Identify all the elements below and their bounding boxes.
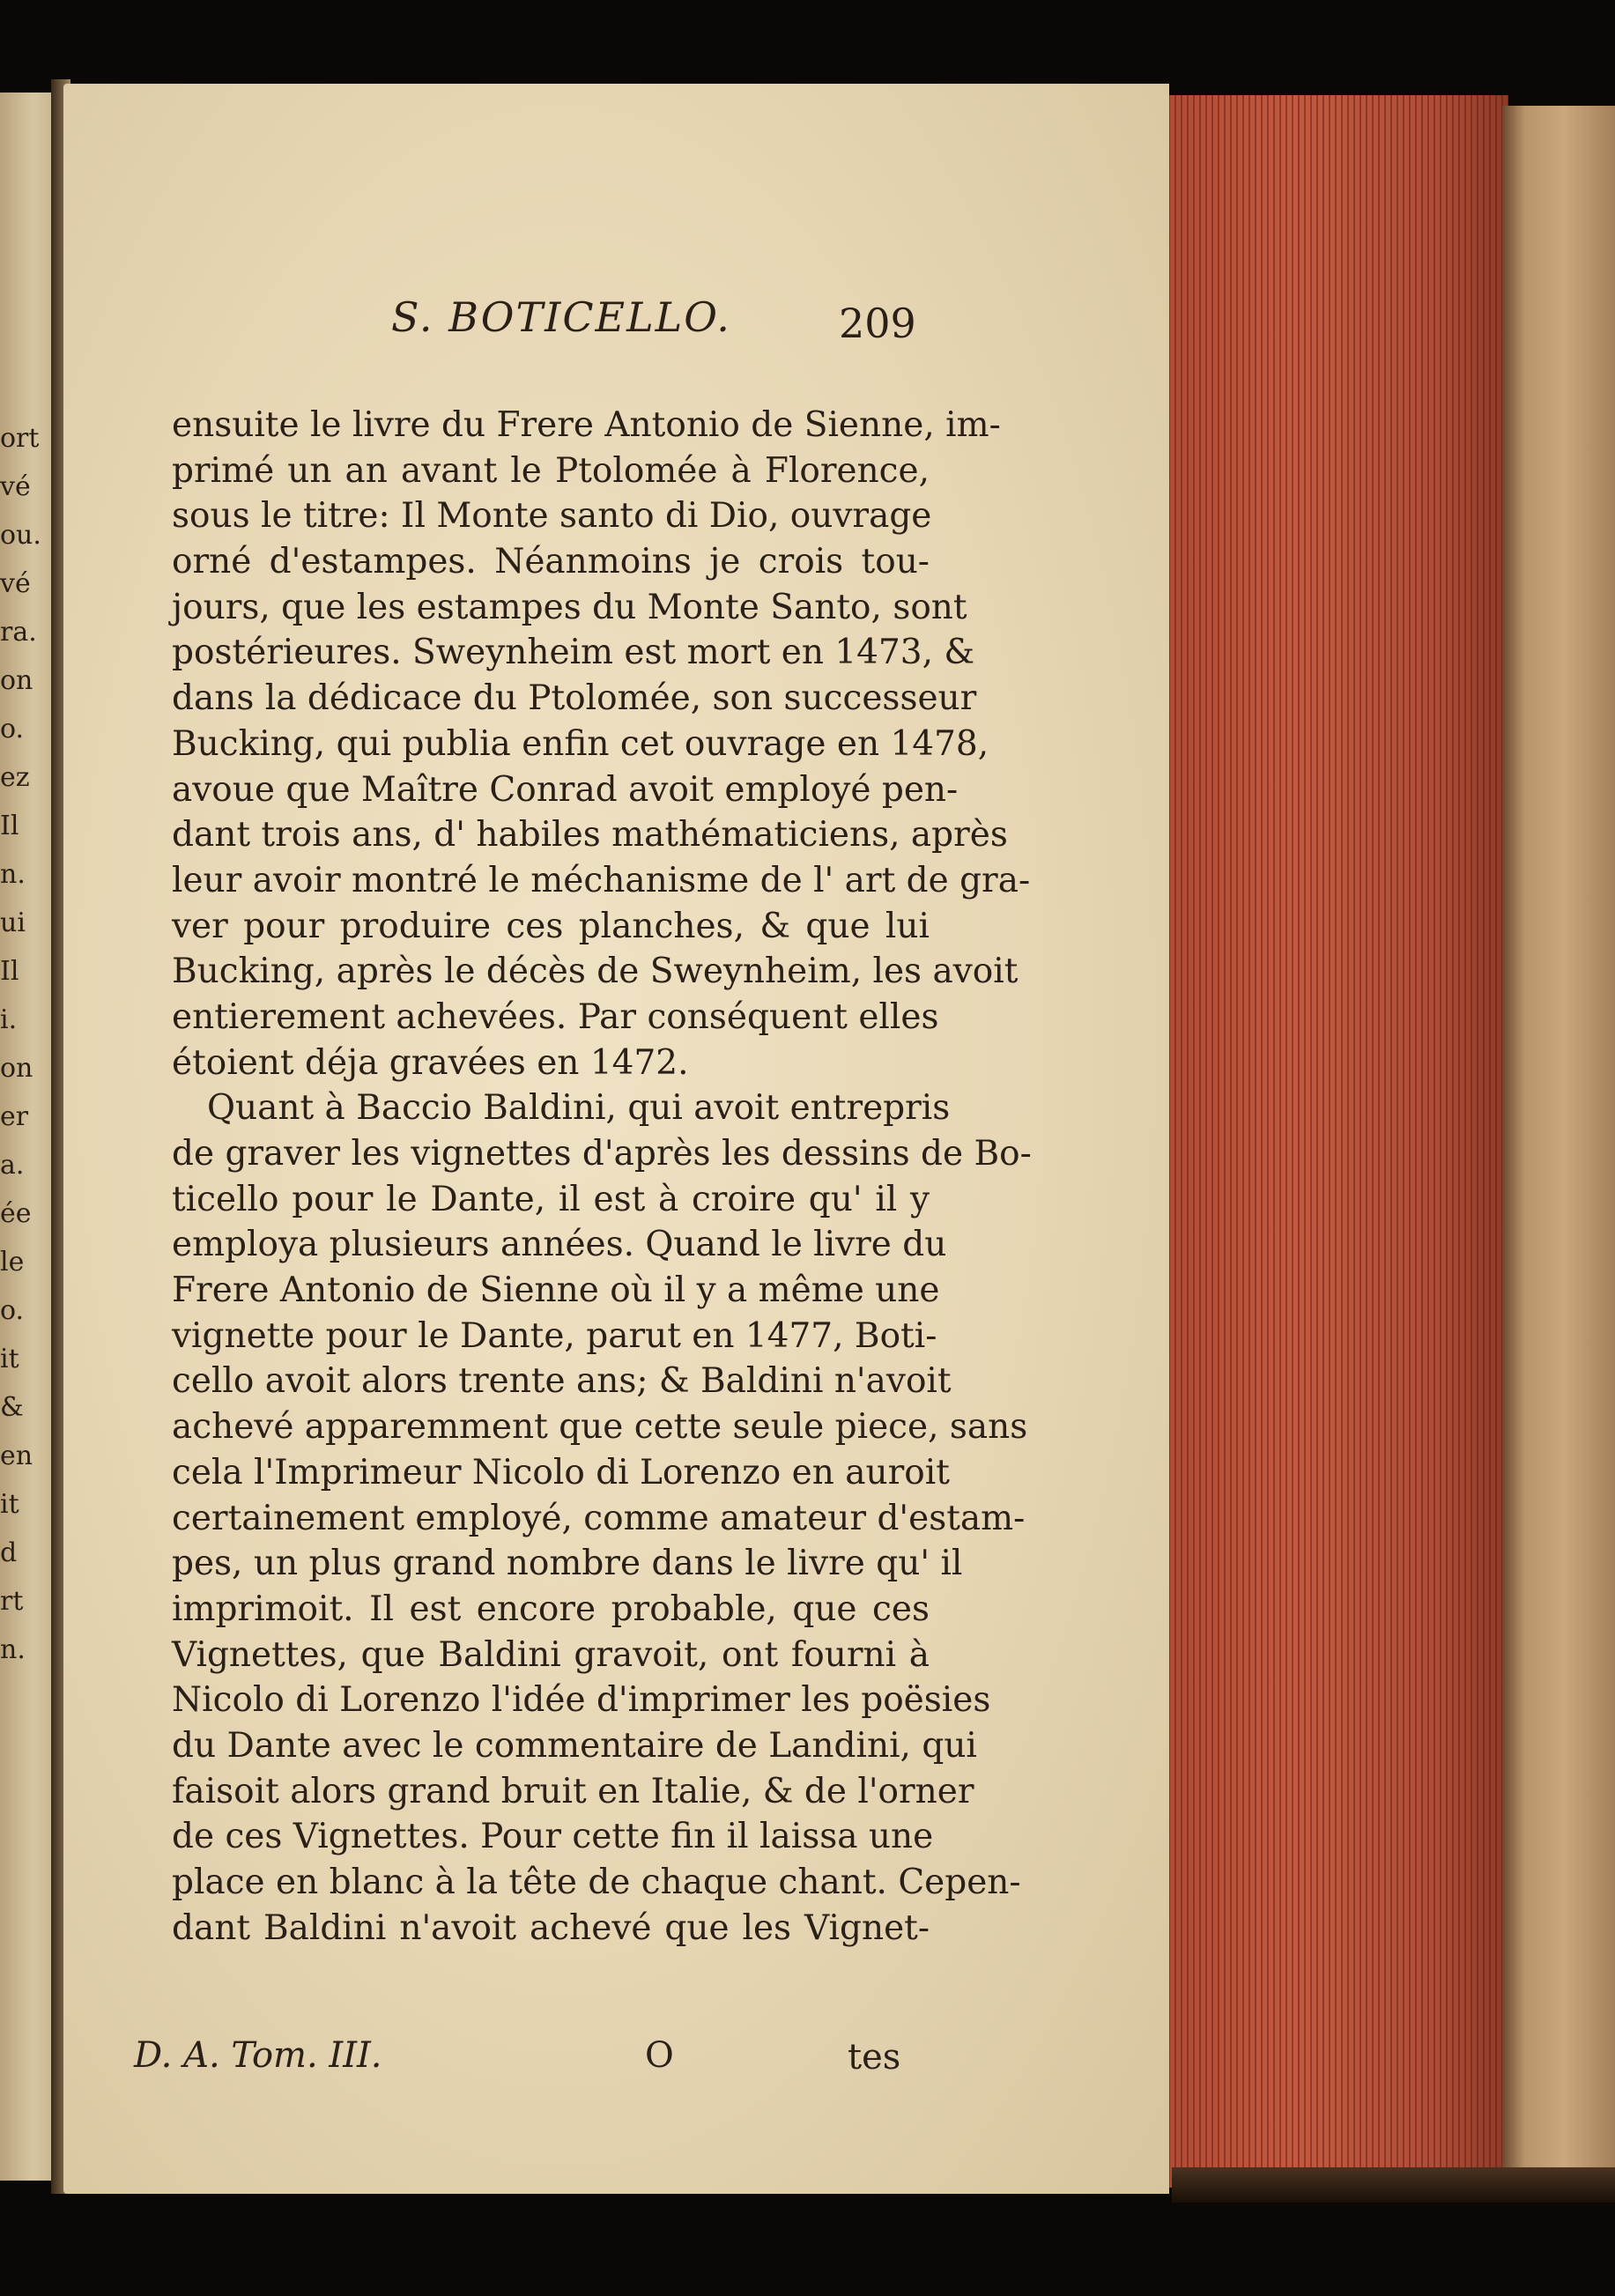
text-line: achevé apparemment que cette seule piece, sans [172, 1407, 1028, 1448]
catchword: tes [848, 2037, 901, 2078]
margin-fragment: ée [0, 1198, 32, 1229]
page-fore-edge [1156, 95, 1508, 2188]
text-line: Bucking, qui publia enfin cet ouvrage en 1478, [172, 723, 989, 764]
book-cover-edge [1172, 2167, 1615, 2203]
text-line: Frere Antonio de Sienne où il y a même une [172, 1270, 940, 1311]
margin-fragment: n. [0, 1634, 26, 1665]
text-line: cela l'Imprimeur Nicolo di Lorenzo en auroit [172, 1452, 950, 1492]
text-line: faisoit alors grand bruit en Italie, & de l'orner [172, 1771, 974, 1811]
margin-fragment: Il [0, 811, 19, 841]
text-line: primé un an avant le Ptolomée à Florence, [172, 450, 930, 491]
book-page [63, 84, 1169, 2194]
margin-fragment: on [0, 665, 33, 696]
text-line: postérieures. Sweynheim est mort en 1473, & [172, 633, 975, 673]
text-line: de graver les vignettes d'après les dessins de Bo- [172, 1134, 1032, 1174]
text-line: Vignettes, que Baldini gravoit, ont fourni à [172, 1634, 930, 1675]
margin-fragment: rt [0, 1586, 24, 1617]
text-line: de ces Vignettes. Pour cette fin il laissa une [172, 1817, 934, 1857]
text-line: entierement achevées. Par conséquent elles [172, 996, 939, 1037]
margin-fragment: d [0, 1537, 18, 1568]
text-line: Nicolo di Lorenzo l'idée d'imprimer les poësies [172, 1680, 991, 1721]
page-number: 209 [839, 300, 916, 347]
text-line: ensuite le livre du Frere Antonio de Sienne, im- [172, 405, 1001, 445]
book-binding-board [1502, 106, 1615, 2194]
text-line: leur avoir montré le méchanisme de l' art de gra- [172, 860, 1031, 900]
margin-fragment: & [0, 1392, 24, 1423]
margin-fragment: ui [0, 907, 26, 938]
text-line: dant trois ans, d' habiles mathématiciens, après [172, 815, 1008, 855]
margin-fragment: i. [0, 1004, 18, 1035]
text-line: place en blanc à la tête de chaque chant. Cepen- [172, 1863, 1021, 1902]
text-line: pes, un plus grand nombre dans le livre qu' il [172, 1544, 963, 1584]
text-line: dant Baldini n'avoit achevé que les Vignet- [172, 1907, 930, 1948]
text-line: vignette pour le Dante, parut en 1477, Boti- [172, 1315, 937, 1356]
margin-fragment: it [0, 1344, 19, 1374]
text-line: dans la dédicace du Ptolomée, son successeur [172, 678, 977, 719]
margin-fragment: it [0, 1489, 19, 1520]
margin-fragment: ou. [0, 520, 41, 551]
text-line: certainement employé, comme amateur d'estam- [172, 1498, 1026, 1538]
signature-line: D. A. Tom. III. [134, 2035, 382, 2076]
margin-fragment: on [0, 1053, 33, 1084]
text-line: sous le titre: Il Monte santo di Dio, ouvrage [172, 496, 932, 537]
text-line: ticello pour le Dante, il est à croire qu' il y [172, 1179, 930, 1219]
margin-fragment: ez [0, 762, 30, 793]
text-line: Quant à Baccio Baldini, qui avoit entrepris [207, 1088, 951, 1129]
left-page-margin-text [0, 414, 41, 1674]
margin-fragment: n. [0, 859, 26, 890]
signature-mark: O [645, 2035, 674, 2076]
margin-fragment: o. [0, 1295, 25, 1326]
margin-fragment: le [0, 1247, 25, 1278]
text-line: avoue que Maître Conrad avoit employé pen- [172, 769, 959, 810]
margin-fragment: er [0, 1101, 29, 1132]
text-line: Bucking, après le décès de Sweynheim, les avoit [172, 952, 1019, 992]
text-line: du Dante avec le commentaire de Landini, qui [172, 1725, 977, 1766]
text-line: employa plusieurs années. Quand le livre du [172, 1225, 947, 1265]
text-line: orné d'estampes. Néanmoins je crois tou- [172, 542, 930, 582]
body-text [172, 403, 1032, 1951]
text-line: jours, que les estampes du Monte Santo, sont [172, 587, 967, 627]
text-line: cello avoit alors trente ans; & Baldini n'avoit [172, 1361, 952, 1402]
text-line: étoient déja gravées en 1472. [172, 1042, 689, 1083]
margin-fragment: ort [0, 423, 40, 454]
margin-fragment: vé [0, 471, 31, 502]
text-line: imprimoit. Il est encore probable, que ces [172, 1589, 930, 1629]
margin-fragment: en [0, 1441, 33, 1471]
margin-fragment: a. [0, 1150, 25, 1181]
margin-fragment: o. [0, 714, 25, 744]
text-line: ver pour produire ces planches, & que lui [172, 906, 930, 946]
margin-fragment: vé [0, 568, 31, 599]
margin-fragment: Il [0, 956, 19, 987]
margin-fragment: ra. [0, 617, 37, 648]
running-head: S. BOTICELLO. [391, 293, 731, 341]
